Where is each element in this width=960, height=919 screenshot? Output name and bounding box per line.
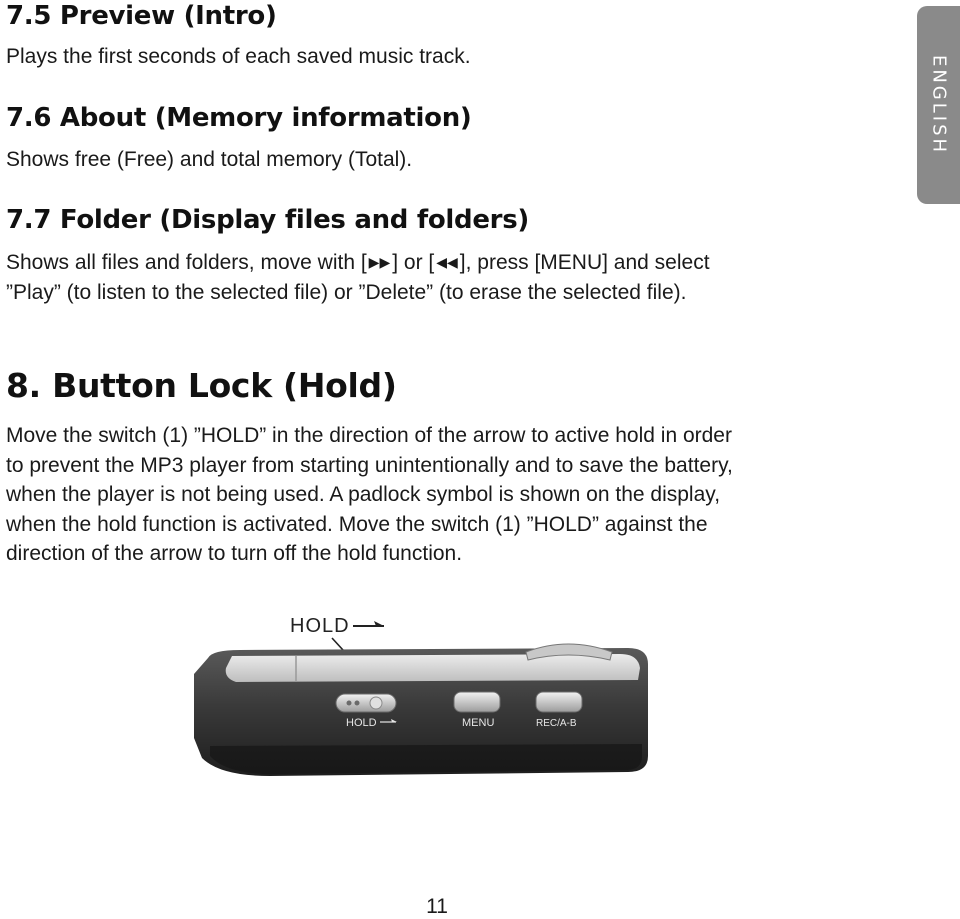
section-heading-about: 7.6 About (Memory information) — [6, 103, 472, 133]
section-heading-folder: 7.7 Folder (Display files and folders) — [6, 205, 529, 235]
language-tab-label: ENGLISH — [928, 54, 949, 156]
hold-label: HOLD — [346, 717, 377, 729]
folder-text-3: ], press [MENU] and select — [459, 251, 710, 274]
mp3-player-illustration — [180, 606, 660, 786]
section-body-folder — [6, 248, 710, 307]
folder-text-4: ”Play” (to listen to the selected file) or ”Delete” (to erase the selected file). — [6, 280, 687, 304]
rec-label: REC/A-B — [536, 718, 577, 729]
section-body-about: Shows free (Free) and total memory (Total). — [6, 148, 413, 171]
section-body-button-lock — [6, 421, 733, 569]
section-heading-preview: 7.5 Preview (Intro) — [6, 1, 277, 31]
hold-switch-dot — [347, 701, 352, 706]
button-lock-line: when the player is not being used. A padlock symbol is shown on the display, — [6, 483, 721, 506]
hold-switch[interactable] — [336, 694, 396, 712]
button-lock-line: direction of the arrow to turn off the hold function. — [6, 542, 463, 565]
folder-text-1: Shows all files and folders, move with [ — [6, 251, 367, 274]
rec-button[interactable] — [536, 692, 582, 712]
page-number: 11 — [426, 895, 448, 918]
rewind-icon: ◀◀ — [436, 254, 458, 270]
section-body-preview: Plays the first seconds of each saved music track. — [6, 45, 471, 68]
button-lock-line: when the hold function is activated. Move the switch (1) ”HOLD” against the — [6, 512, 708, 536]
folder-text-2: ] or [ — [392, 251, 435, 274]
menu-button[interactable] — [454, 692, 500, 712]
fast-forward-icon: ▶▶ — [368, 254, 391, 270]
section-heading-button-lock: 8. Button Lock (Hold) — [6, 366, 397, 405]
hold-callout-label: HOLD — [290, 615, 350, 637]
button-lock-line: to prevent the MP3 player from starting unintentionally and to save the battery, — [6, 453, 733, 477]
button-lock-line: Move the switch (1) ”HOLD” in the direction of the arrow to active hold in order — [6, 424, 732, 447]
hold-switch-dot — [355, 701, 360, 706]
device-bottom-shadow — [210, 744, 642, 774]
hold-switch-knob — [370, 697, 382, 709]
device-top-bevel — [226, 654, 640, 682]
language-tab — [917, 6, 960, 204]
menu-label: MENU — [462, 717, 495, 729]
